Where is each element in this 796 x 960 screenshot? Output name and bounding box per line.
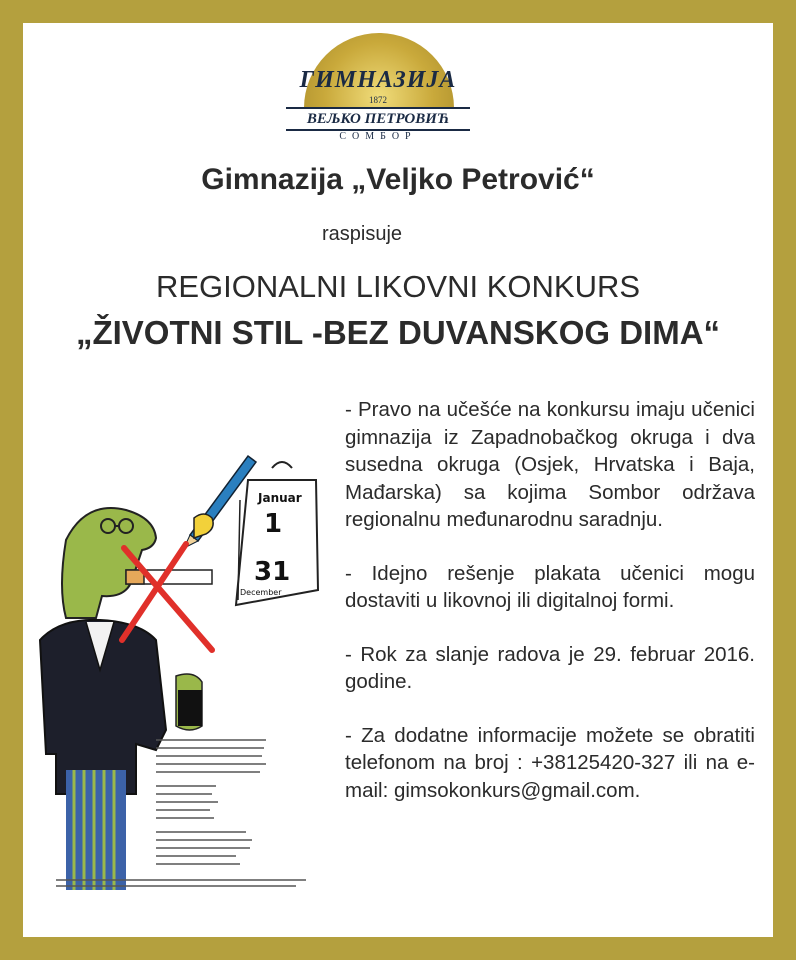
paragraph-deadline: - Rok za slanje radova je 29. februar 2016. godine. bbox=[345, 642, 755, 693]
logo-top-text: ГИМНАЗИЈА bbox=[299, 67, 457, 93]
contest-title: REGIONALNI LIKOVNI KONKURS bbox=[155, 269, 641, 304]
contest-theme: „ŽIVOTNI STIL -BEZ DUVANSKOG DIMA“ bbox=[75, 314, 721, 351]
calendar-month: Januar bbox=[258, 491, 302, 505]
calendar-day-top: 1 bbox=[264, 509, 283, 539]
logo-city: СОМБОР bbox=[339, 131, 417, 142]
calendar-icon bbox=[236, 462, 318, 605]
poster-illustration bbox=[26, 440, 326, 890]
calendar-day-bottom: 31 bbox=[254, 557, 291, 587]
conditions-text bbox=[345, 396, 755, 830]
logo-name: ВЕЉКО ПЕТРОВИЋ bbox=[286, 107, 470, 131]
paragraph-format: - Idejno rešenje plakata učenici mogu dostaviti u likovnoj ili digitalnoj formi. bbox=[345, 561, 755, 612]
calendar-month-bottom: December bbox=[240, 588, 282, 597]
paragraph-contact: - Za dodatne informacije možete se obratiti telefonom na broj : +38125420-327 ili na e-mail: gimsokonkurs@gmail.com. bbox=[345, 723, 755, 802]
announce-text: raspisuje bbox=[322, 223, 403, 245]
school-logo bbox=[278, 27, 478, 142]
logo-year: 1872 bbox=[369, 95, 387, 105]
paragraph-participants: - Pravo na učešće na konkursu imaju učenici gimnazija iz Zapadnobačkog okruga i dva susedna okruga (Osjek, Hrvatska i Baja, Mađarska) sa kojima Sombor održava regionalnu međunarodnu saradnju. bbox=[345, 398, 755, 531]
school-title: Gimnazija „Veljko Petrović“ bbox=[201, 163, 595, 196]
